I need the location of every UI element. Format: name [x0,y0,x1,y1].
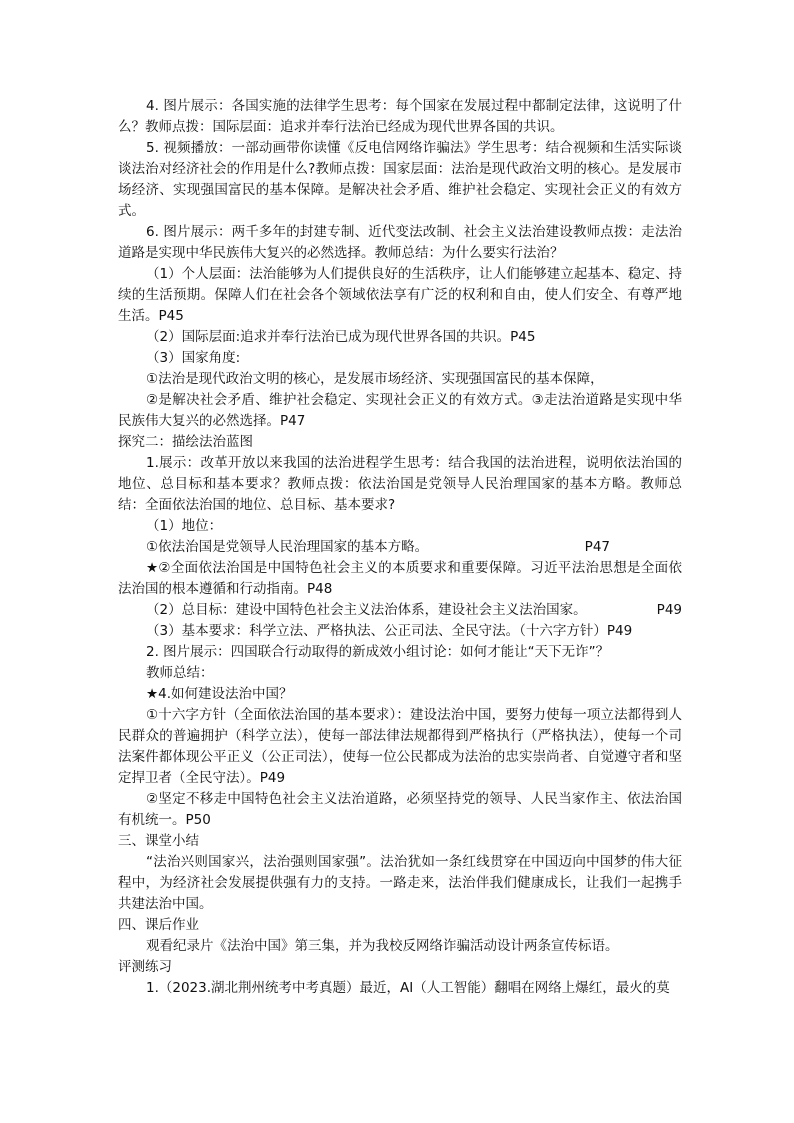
paragraph-reform-progress: 1.展示：改革开放以来我国的法治进程学生思考：结合我国的法治进程，说明依法治国的地位、总目标和基本要求？教师点拨：依法治国是党领导人民治理国家的基本方略。教师总结：全面依法治国的地位、总目标、基本要求? [118,455,682,513]
paragraph-group-discussion: 2. 图片展示：四国联合行动取得的新成效小组讨论：如何才能让“天下无诈”？ [146,644,610,660]
paragraph-national-level: （3）国家角度: [146,350,241,366]
status-point-text: ①依法治国是党领导人民治理国家的基本方略。 [146,539,429,555]
overall-goal-text: （2）总目标：建设中国特色社会主义法治体系，建设社会主义法治国家。 [146,602,587,618]
paragraph-essential-requirement: ★②全面依法治国是中国特色社会主义的本质要求和重要保障。习近平法治思想是全面依法治国的根本遵循和行动指南。P48 [118,560,682,597]
status-point-page: P47 [584,539,610,555]
heading-explore-two: 探究二：描绘法治蓝图 [118,434,253,450]
paragraph-exam-question: 1.（2023.湖北荆州统考中考真题）最近，AI（人工智能）翻唱在网络上爆红，最火的莫 [146,980,670,996]
paragraph-image-history: 6. 图片展示：两千多年的封建专制、近代变法改制、社会主义法治建设教师点拨：走法治道路是实现中华民族伟大复兴的必然选择。教师总结：为什么要实行法治？ [118,224,682,261]
paragraph-status-label: （1）地位： [146,518,223,534]
paragraph-national-point-1: ①法治是现代政治文明的核心，是发展市场经济、实现强国富民的基本保障， [146,371,604,387]
paragraph-video-display: 5. 视频播放：一部动画带你读懂《反电信网络诈骗法》学生思考：结合视频和生活实际谈谈法治对经济社会的作用是什么?教师点拨：国家层面：法治是现代政治文明的核心。是发展市场经济、实现强国富民的基本保障。是解决社会矛盾、维护社会稳定、实现社会正义的有效方式。 [118,140,682,219]
paragraph-how-to-build: ★4.如何建设法治中国？ [146,686,293,702]
paragraph-basic-requirements: （3）基本要求：科学立法、严格执法、公正司法、全民守法。（十六字方针）P49 [146,623,633,639]
overall-goal-page: P49 [656,602,682,618]
paragraph-teacher-summary: 教师总结： [146,665,214,681]
paragraph-image-display-laws: 4. 图片展示：各国实施的法律学生思考：每个国家在发展过程中都制定法律，这说明了什么？教师点拨：国际层面：追求并奉行法治已经成为现代世界各国的共识。 [118,98,682,135]
heading-class-summary: 三、课堂小结 [118,833,199,849]
paragraph-international-level: （2）国际层面:追求并奉行法治已成为现代世界各国的共识。P45 [146,329,536,345]
paragraph-overall-goal [118,600,682,621]
document-body [118,96,682,999]
heading-practice: 评测练习 [118,959,172,975]
paragraph-homework: 观看纪录片《法治中国》第三集，并为我校反网络诈骗活动设计两条宣传标语。 [146,938,619,954]
paragraph-personal-level: （1）个人层面：法治能够为人们提供良好的生活秩序，让人们能够建立起基本、稳定、持续的生活预期。保障人们在社会各个领域依法享有广泛的权利和自由，使人们安全、有尊严地生活。P45 [118,266,682,324]
heading-homework: 四、课后作业 [118,917,199,933]
paragraph-sixteen-characters: ①十六字方针（全面依法治国的基本要求）：建设法治中国，要努力使每一项立法都得到人民群众的普遍拥护（科学立法），使每一部法律法规都得到严格执行（严格执法），使每一个司法案件都体现公平正义（公正司法），使每一位公民都成为法治的忠实崇尚者、自觉遵守者和坚定捍卫者（全民守法）。P49 [118,707,682,786]
paragraph-status-point [118,537,682,558]
paragraph-class-summary: “法治兴则国家兴，法治强则国家强”。法治犹如一条红线贯穿在中国迈向中国梦的伟大征程中，为经济社会发展提供强有力的支持。一路走来，法治伴我们健康成长，让我们一起携手共建法治中国。 [118,854,682,912]
paragraph-socialist-road: ②坚定不移走中国特色社会主义法治道路，必须坚持党的领导、人民当家作主、依法治国有机统一。P50 [118,791,682,828]
paragraph-national-point-2: ②是解决社会矛盾、维护社会稳定、实现社会正义的有效方式。③走法治道路是实现中华民族伟大复兴的必然选择。P47 [118,392,682,429]
